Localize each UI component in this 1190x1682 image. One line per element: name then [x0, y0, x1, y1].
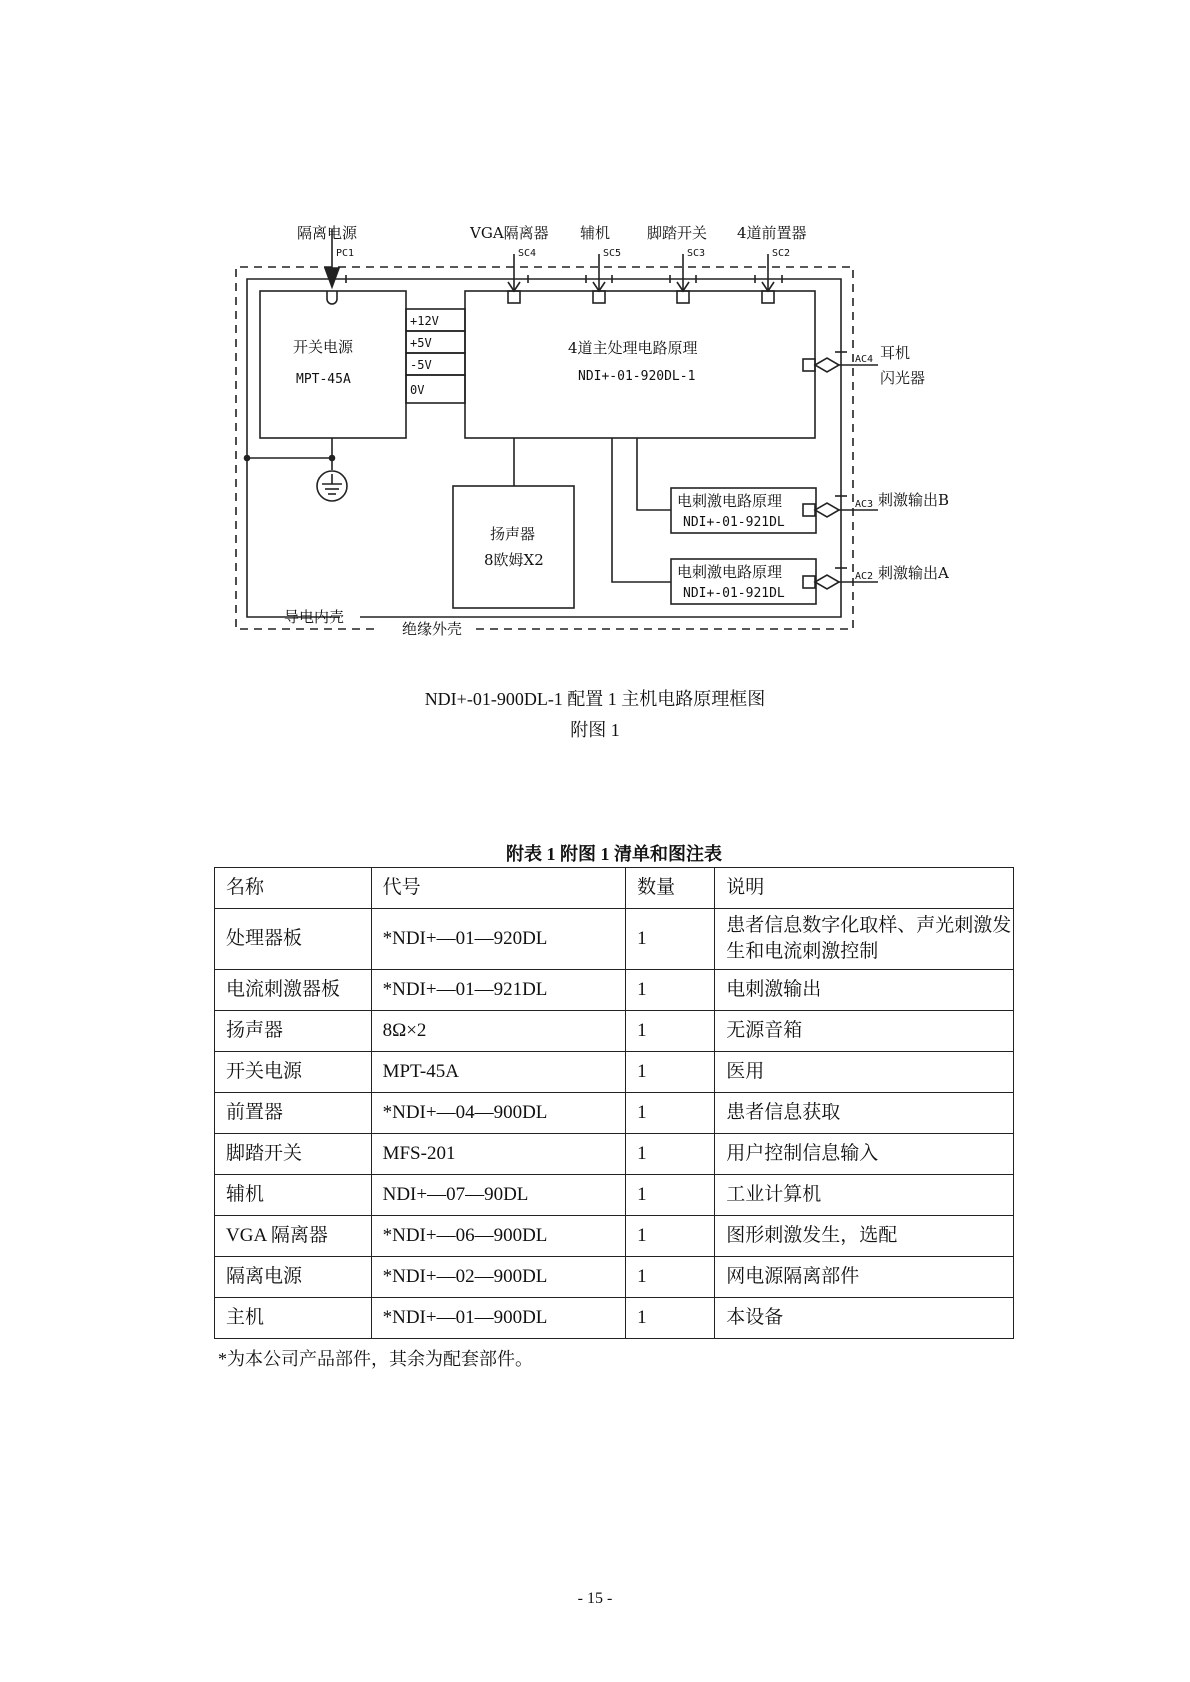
cell-qty: 1: [626, 1011, 715, 1052]
parts-table: [214, 867, 1014, 1339]
cell-code: *NDI+—01—900DL: [371, 1298, 625, 1339]
cell-desc: 本设备: [715, 1298, 1014, 1339]
outer-shell-label: 绝缘外壳: [402, 620, 463, 638]
footnote: *为本公司产品部件，其余为配套部件。: [218, 1349, 533, 1369]
earphone-label-2: 闪光器: [880, 369, 926, 387]
column-header: 代号: [371, 868, 625, 909]
table-title: 附表 1 附图 1 清单和图注表: [506, 844, 722, 864]
figure-label: 附图 1: [570, 720, 620, 740]
table-row: [215, 1216, 1014, 1257]
cell-name: 电流刺激器板: [215, 970, 372, 1011]
cell-desc: 患者信息获取: [715, 1093, 1014, 1134]
inner-shell-label: 导电内壳: [284, 608, 345, 626]
cell-name: 脚踏开关: [215, 1134, 372, 1175]
table-row: [215, 909, 1014, 970]
earphone-label-1: 耳机: [880, 344, 911, 362]
cell-qty: 1: [626, 1093, 715, 1134]
speaker-label-1: 扬声器: [490, 525, 536, 543]
voltage-label: 0V: [410, 383, 425, 397]
circuit-block-diagram: [0, 0, 1190, 660]
voltage-label: +12V: [410, 314, 439, 328]
cell-code: NDI+—07—90DL: [371, 1175, 625, 1216]
cell-name: 扬声器: [215, 1011, 372, 1052]
table-row: [215, 1052, 1014, 1093]
cell-desc: 医用: [715, 1052, 1014, 1093]
cell-qty: 1: [626, 1257, 715, 1298]
connector-sc4: SC4: [518, 248, 537, 259]
stim-out-b-label: 刺激输出B: [878, 491, 950, 509]
connector-pc1: PC1: [336, 248, 355, 259]
cell-code: 8Ω×2: [371, 1011, 625, 1052]
table-row: [215, 970, 1014, 1011]
cell-desc: 图形刺激发生，选配: [715, 1216, 1014, 1257]
vga-isolator-label: VGA隔离器: [470, 224, 549, 242]
table-row: [215, 1134, 1014, 1175]
page-number: - 15 -: [577, 1590, 613, 1607]
speaker-box: [453, 486, 574, 608]
cell-code: *NDI+—06—900DL: [371, 1216, 625, 1257]
cell-name: 开关电源: [215, 1052, 372, 1093]
stim-a-label-1: 电刺激电路原理: [677, 563, 783, 581]
connector-ac3: AC3: [855, 499, 874, 510]
cell-qty: 1: [626, 1298, 715, 1339]
column-header: 名称: [215, 868, 372, 909]
psu-label-1: 开关电源: [293, 338, 354, 356]
cell-desc: 无源音箱: [715, 1011, 1014, 1052]
cell-code: *NDI+—01—920DL: [371, 909, 625, 970]
cell-name: 主机: [215, 1298, 372, 1339]
cell-name: VGA 隔离器: [215, 1216, 372, 1257]
cell-desc: 电刺激输出: [715, 970, 1014, 1011]
connector-ac4: AC4: [855, 354, 874, 365]
isolated-power-label: 隔离电源: [297, 224, 358, 242]
table-row: [215, 1298, 1014, 1339]
main-board-label-2: NDI+-01-920DL-1: [578, 369, 696, 384]
stim-out-a-label: 刺激输出A: [878, 564, 949, 582]
cell-code: MPT-45A: [371, 1052, 625, 1093]
cell-desc: 患者信息数字化取样、声光刺激发生和电流刺激控制: [715, 909, 1014, 970]
cell-name: 隔离电源: [215, 1257, 372, 1298]
cell-desc: 用户控制信息输入: [715, 1134, 1014, 1175]
cell-qty: 1: [626, 909, 715, 970]
foot-switch-label: 脚踏开关: [647, 224, 708, 242]
main-board-box: [465, 291, 815, 438]
cell-code: *NDI+—02—900DL: [371, 1257, 625, 1298]
stim-a-label-2: NDI+-01-921DL: [683, 586, 785, 601]
stim-b-label-2: NDI+-01-921DL: [683, 515, 785, 530]
psu-label-2: MPT-45A: [296, 372, 351, 387]
table-row: [215, 1175, 1014, 1216]
preamp-label: 4道前置器: [737, 224, 807, 242]
cell-desc: 工业计算机: [715, 1175, 1014, 1216]
table-row: [215, 1257, 1014, 1298]
psu-box: [260, 291, 406, 438]
cell-desc: 网电源隔离部件: [715, 1257, 1014, 1298]
cell-name: 处理器板: [215, 909, 372, 970]
cell-qty: 1: [626, 970, 715, 1011]
voltage-label: -5V: [410, 358, 432, 372]
connector-sc5: SC5: [603, 248, 622, 259]
voltage-label: +5V: [410, 336, 432, 350]
table-row: [215, 1093, 1014, 1134]
cell-code: MFS-201: [371, 1134, 625, 1175]
cell-qty: 1: [626, 1175, 715, 1216]
connector-sc2: SC2: [772, 248, 791, 259]
column-header: 数量: [626, 868, 715, 909]
cell-code: *NDI+—04—900DL: [371, 1093, 625, 1134]
cell-qty: 1: [626, 1216, 715, 1257]
cell-qty: 1: [626, 1134, 715, 1175]
table-header-row: [215, 868, 1014, 909]
main-board-label-1: 4道主处理电路原理: [568, 339, 698, 357]
aux-computer-label: 辅机: [580, 224, 611, 242]
connector-ac2: AC2: [855, 571, 874, 582]
table-row: [215, 1011, 1014, 1052]
connector-sc3: SC3: [687, 248, 706, 259]
stim-b-label-1: 电刺激电路原理: [677, 492, 783, 510]
cell-qty: 1: [626, 1052, 715, 1093]
column-header: 说明: [715, 868, 1014, 909]
cell-code: *NDI+—01—921DL: [371, 970, 625, 1011]
figure-title: NDI+-01-900DL-1 配置 1 主机电路原理框图: [424, 689, 766, 709]
cell-name: 辅机: [215, 1175, 372, 1216]
cell-name: 前置器: [215, 1093, 372, 1134]
speaker-label-2: 8欧姆X2: [484, 551, 544, 569]
